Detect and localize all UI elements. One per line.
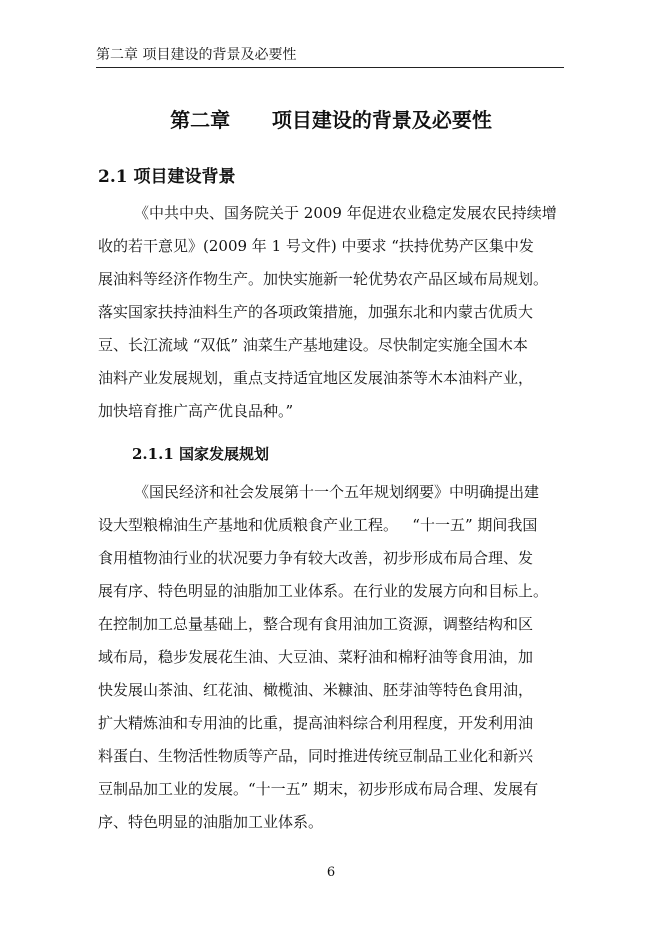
running-header: 第二章 项目建设的背景及必要性 [96,47,297,63]
paragraph-line: 展有序、特色明显的油脂加工业体系。在行业的发展方向和目标上。 [98,582,549,600]
header-divider [96,67,564,68]
section-heading: 2.1 项目建设背景 [98,167,236,187]
paragraph-line: 料蛋白、生物活性物质等产品，同时推进传统豆制品工业化和新兴 [98,747,534,765]
subsection-heading: 2.1.1 国家发展规划 [132,445,269,463]
paragraph-line: 加快培育推广高产优良品种。” [98,402,294,420]
page-number: 6 [326,865,336,880]
paragraph-line: 豆制品加工业的发展。“十一五” 期末，初步形成布局合理、发展有 [98,780,539,798]
paragraph-line: 食用植物油行业的状况要力争有较大改善，初步形成布局合理、发 [98,549,534,567]
paragraph-line: 展油料等经济作物生产。加快实施新一轮优势农产品区域布局规划。 [98,270,549,288]
chapter-title: 第二章 项目建设的背景及必要性 [170,108,492,132]
paragraph-line: 《国民经济和社会发展第十一个五年规划纲要》中明确提出建 [134,483,540,501]
paragraph-line: 扩大精炼油和专用油的比重，提高油料综合利用程度，开发利用油 [98,714,534,732]
paragraph-line: 落实国家扶持油料生产的各项政策措施，加强东北和内蒙古优质大 [98,303,534,321]
paragraph-line: 设大型粮棉油生产基地和优质粮食产业工程。 “十一五” 期间我国 [98,516,538,534]
paragraph-line: 收的若干意见》(2009 年 1 号文件) 中要求 “扶持优势产区集中发 [98,237,534,255]
paragraph-line: 豆、长江流域 “双低” 油菜生产基地建设。尽快制定实施全国木本 [98,336,528,354]
paragraph-line: 油料产业发展规划，重点支持适宜地区发展油茶等木本油料产业， [98,369,534,387]
paragraph-line: 《中共中央、国务院关于 2009 年促进农业稳定发展农民持续增 [134,204,557,222]
paragraph-line: 在控制加工总量基础上，整合现有食用油加工资源，调整结构和区 [98,615,534,633]
paragraph-line: 快发展山茶油、红花油、橄榄油、米糠油、胚芽油等特色食用油， [98,681,534,699]
paragraph-line: 序、特色明显的油脂加工业体系。 [98,813,324,831]
paragraph-line: 域布局，稳步发展花生油、大豆油、菜籽油和棉籽油等食用油，加 [98,648,534,666]
